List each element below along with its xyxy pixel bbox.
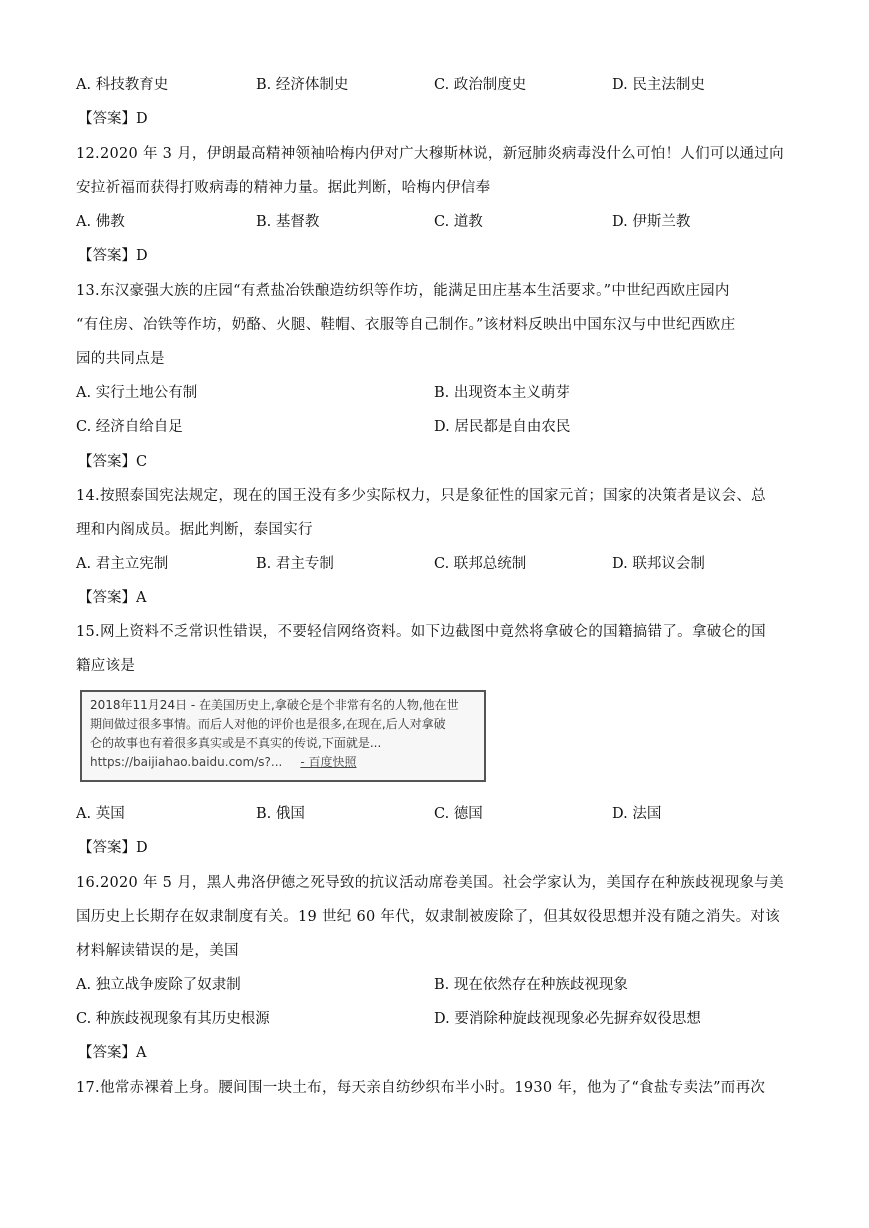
q12-option-c: C. 道教 — [434, 214, 483, 230]
q11-option-b: B. 经济体制史 — [256, 77, 349, 93]
q16-option-b: B. 现在依然存在种族歧视现象 — [434, 977, 628, 993]
q12-option-d: D. 伊斯兰教 — [612, 214, 691, 230]
q13-option-c: C. 经济自给自足 — [76, 419, 183, 435]
q16-option-c: C. 种族歧视现象有其历史根源 — [76, 1011, 270, 1027]
q16-stem-line-3: 材料解读错误的是，美国 — [76, 943, 239, 959]
q12-stem-line-1: 12.2020 年 3 月，伊朗最高精神领袖哈梅内伊对广大穆斯林说，新冠肺炎病毒没什么可怕！人们可以通过向 — [76, 146, 784, 162]
screenshot-url: https://baijiahao.baidu.com/s?... — [90, 755, 283, 769]
q13-stem-line-1: 13.东汉豪强大族的庄园“有煮盐冶铁酿造纺织等作坊，能满足田庄基本生活要求。”中世纪西欧庄园内 — [76, 283, 730, 299]
q12-stem-line-2: 安拉祈福而获得打败病毒的精神力量。据此判断，哈梅内伊信奉 — [76, 180, 491, 196]
q11-option-a: A. 科技教育史 — [76, 77, 169, 93]
q16-answer: 【答案】A — [78, 1045, 147, 1061]
q13-option-a: A. 实行土地公有制 — [76, 385, 198, 401]
q11-option-c: C. 政治制度史 — [434, 77, 527, 93]
screenshot-text-line-2: 期间做过很多事情。而后人对他的评价也是很多,在现在,后人对拿破 — [90, 717, 446, 731]
q14-stem-line-1: 14.按照泰国宪法规定，现在的国王没有多少实际权力，只是象征性的国家元首；国家的决策者是议会、总 — [76, 488, 766, 504]
q12-answer: 【答案】D — [78, 248, 148, 264]
q15-option-a: A. 英国 — [76, 806, 125, 822]
q12-option-b: B. 基督教 — [256, 214, 320, 230]
q14-stem-line-2: 理和内阁成员。据此判断，泰国实行 — [76, 522, 313, 538]
search-result-screenshot — [80, 690, 486, 782]
screenshot-cache-link: - 百度快照 — [300, 755, 357, 769]
q15-stem-line-1: 15.网上资料不乏常识性错误，不要轻信网络资料。如下边截图中竟然将拿破仑的国籍搞错了。拿破仑的国 — [76, 624, 766, 640]
screenshot-text-line-3: 仑的故事也有着很多真实或是不真实的传说,下面就是... — [90, 736, 382, 750]
q13-option-b: B. 出现资本主义萌芽 — [434, 385, 570, 401]
q16-option-d: D. 要消除种旋歧视现象必先摒弃奴役思想 — [434, 1011, 701, 1027]
q13-stem-line-2: “有住房、冶铁等作坊，奶酪、火腿、鞋帽、衣服等自己制作。”该材料反映出中国东汉与中世纪西欧庄 — [76, 317, 736, 333]
q12-option-a: A. 佛教 — [76, 214, 125, 230]
q15-answer: 【答案】D — [78, 840, 148, 856]
screenshot-link-row — [90, 753, 476, 772]
q14-option-c: C. 联邦总统制 — [434, 556, 527, 572]
q15-option-c: C. 德国 — [434, 806, 483, 822]
q17-stem-line-1: 17.他常赤裸着上身。腰间围一块土布，每天亲自纺纱织布半小时。1930 年，他为了“食盐专卖法”而再次 — [76, 1080, 766, 1096]
q15-option-d: D. 法国 — [612, 806, 662, 822]
q15-option-b: B. 俄国 — [256, 806, 305, 822]
q13-stem-line-3: 园的共同点是 — [76, 351, 165, 367]
q15-stem-line-2: 籍应该是 — [76, 658, 136, 674]
q11-answer: 【答案】D — [78, 111, 148, 127]
q13-option-d: D. 居民都是自由农民 — [434, 419, 571, 435]
screenshot-text-line-1: 2018年11月24日 - 在美国历史上,拿破仑是个非常有名的人物,他在世 — [90, 698, 459, 712]
q11-option-d: D. 民主法制史 — [612, 77, 705, 93]
q16-stem-line-2: 国历史上长期存在奴隶制度有关。19 世纪 60 年代，奴隶制被废除了，但其奴役思想并没有随之消失。对该 — [76, 909, 781, 925]
q16-stem-line-1: 16.2020 年 5 月，黑人弗洛伊德之死导致的抗议活动席卷美国。社会学家认为，美国存在种族歧视现象与美 — [76, 875, 784, 891]
q13-answer: 【答案】C — [78, 454, 148, 470]
q16-option-a: A. 独立战争废除了奴隶制 — [76, 977, 241, 993]
q14-option-d: D. 联邦议会制 — [612, 556, 705, 572]
q14-option-a: A. 君主立宪制 — [76, 556, 169, 572]
q14-option-b: B. 君主专制 — [256, 556, 334, 572]
q14-answer: 【答案】A — [78, 590, 147, 606]
